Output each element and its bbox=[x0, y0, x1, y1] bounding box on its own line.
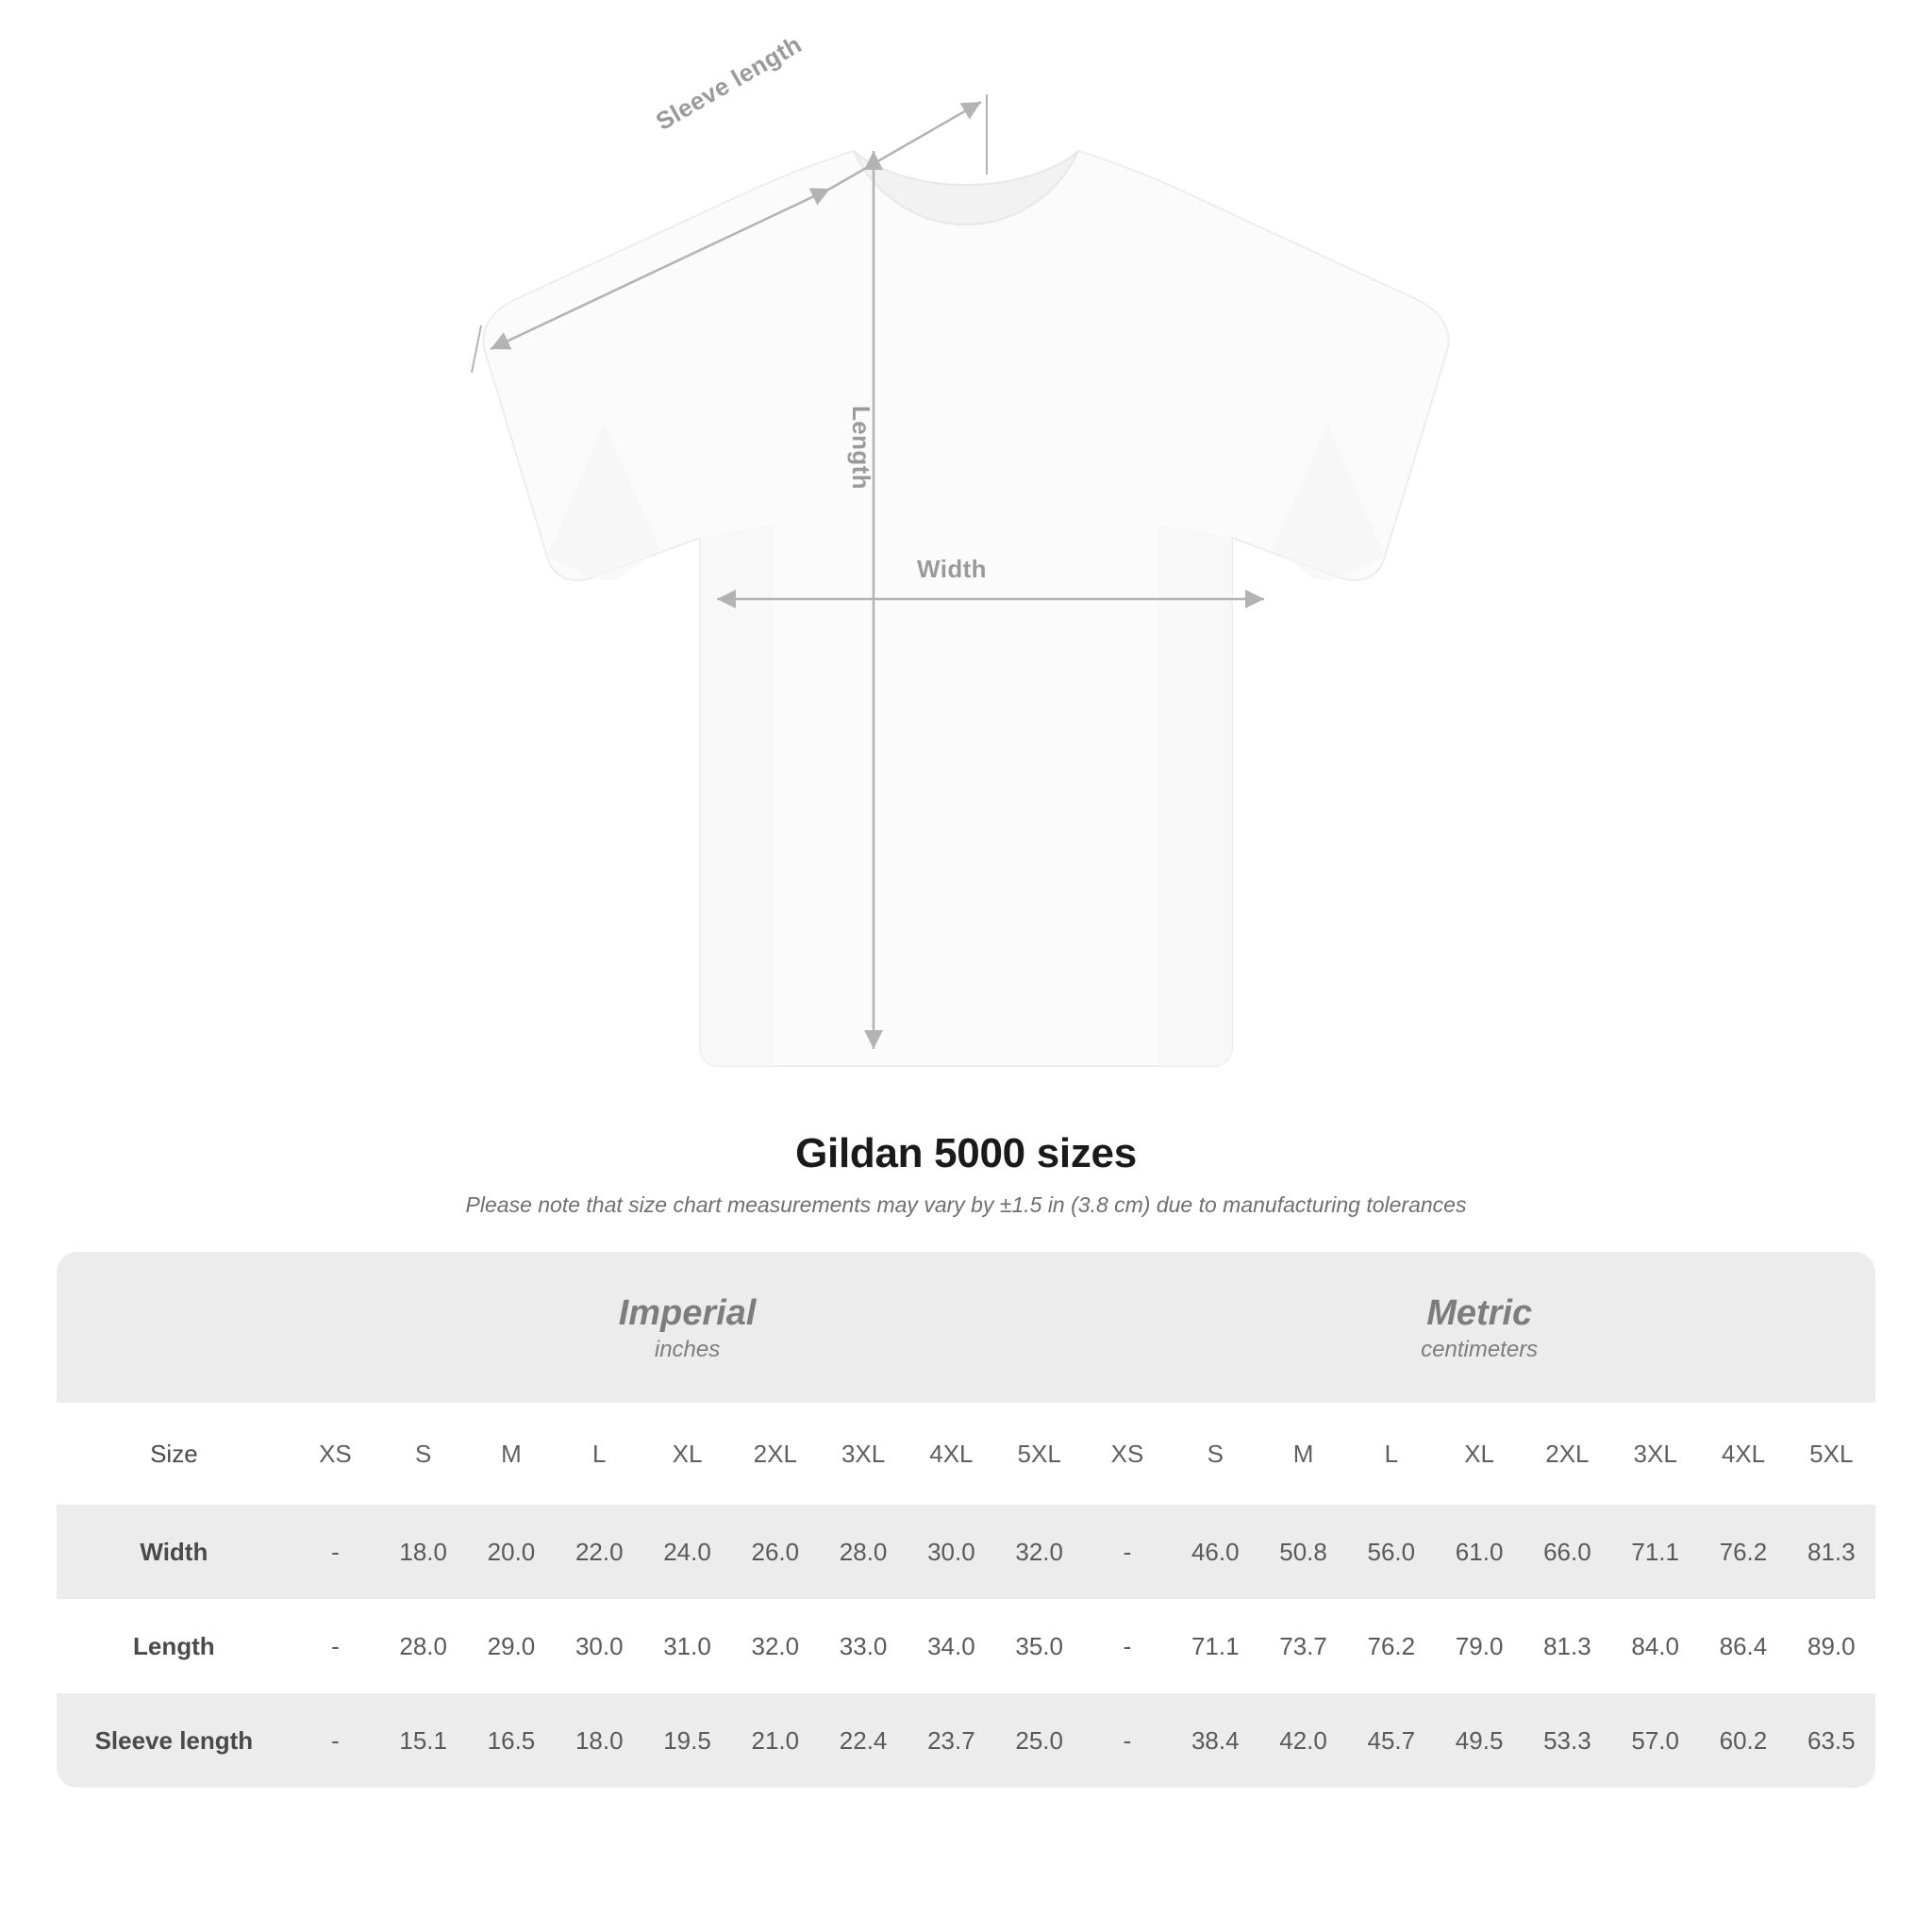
cell-sleeve-metric-0: - bbox=[1083, 1693, 1171, 1788]
size-header-metric-7: 4XL bbox=[1699, 1403, 1787, 1505]
cell-width-imperial-5: 26.0 bbox=[731, 1505, 819, 1599]
cell-width-metric-8: 81.3 bbox=[1788, 1505, 1875, 1599]
size-header-metric-2: M bbox=[1259, 1403, 1347, 1505]
cell-length-imperial-0: - bbox=[291, 1599, 379, 1693]
cell-length-metric-2: 73.7 bbox=[1259, 1599, 1347, 1693]
unit-sub-imperial: inches bbox=[654, 1336, 721, 1362]
size-header-imperial-1: S bbox=[379, 1403, 467, 1505]
cell-sleeve-imperial-6: 22.4 bbox=[819, 1693, 907, 1788]
size-header-imperial-0: XS bbox=[291, 1403, 379, 1505]
cell-width-imperial-1: 18.0 bbox=[379, 1505, 467, 1599]
size-header-metric-0: XS bbox=[1083, 1403, 1171, 1505]
size-header-metric-1: S bbox=[1172, 1403, 1259, 1505]
cell-width-imperial-0: - bbox=[291, 1505, 379, 1599]
size-header-imperial-8: 5XL bbox=[995, 1403, 1083, 1505]
cell-sleeve-imperial-1: 15.1 bbox=[379, 1693, 467, 1788]
cell-width-metric-0: - bbox=[1083, 1505, 1171, 1599]
size-header-metric-6: 3XL bbox=[1611, 1403, 1699, 1505]
unit-name-imperial: Imperial bbox=[618, 1293, 757, 1334]
cell-sleeve-metric-8: 63.5 bbox=[1788, 1693, 1875, 1788]
cell-sleeve-imperial-5: 21.0 bbox=[731, 1693, 819, 1788]
unit-header-metric bbox=[1083, 1252, 1875, 1403]
size-header-metric-8: 5XL bbox=[1788, 1403, 1875, 1505]
size-table bbox=[57, 1252, 1875, 1788]
cell-length-metric-8: 89.0 bbox=[1788, 1599, 1875, 1693]
cell-width-imperial-4: 24.0 bbox=[643, 1505, 731, 1599]
cell-length-imperial-5: 32.0 bbox=[731, 1599, 819, 1693]
table-row bbox=[57, 1505, 1875, 1599]
cell-width-metric-6: 71.1 bbox=[1611, 1505, 1699, 1599]
cell-width-metric-1: 46.0 bbox=[1172, 1505, 1259, 1599]
cell-sleeve-metric-1: 38.4 bbox=[1172, 1693, 1259, 1788]
cell-width-metric-3: 56.0 bbox=[1347, 1505, 1435, 1599]
size-header-imperial-7: 4XL bbox=[908, 1403, 995, 1505]
cell-length-imperial-2: 29.0 bbox=[467, 1599, 555, 1693]
cell-width-imperial-6: 28.0 bbox=[819, 1505, 907, 1599]
unit-header-row bbox=[57, 1252, 1875, 1403]
row-label-sleeve-length: Sleeve length bbox=[57, 1693, 291, 1788]
row-label-width: Width bbox=[57, 1505, 291, 1599]
size-header-imperial-6: 3XL bbox=[819, 1403, 907, 1505]
cell-width-metric-5: 66.0 bbox=[1524, 1505, 1611, 1599]
size-header-imperial-3: L bbox=[556, 1403, 643, 1505]
row-label-length: Length bbox=[57, 1599, 291, 1693]
cell-length-imperial-1: 28.0 bbox=[379, 1599, 467, 1693]
cell-sleeve-metric-2: 42.0 bbox=[1259, 1693, 1347, 1788]
cell-width-imperial-3: 22.0 bbox=[556, 1505, 643, 1599]
size-header-imperial-4: XL bbox=[643, 1403, 731, 1505]
cell-sleeve-imperial-7: 23.7 bbox=[908, 1693, 995, 1788]
size-header-imperial-2: M bbox=[467, 1403, 555, 1505]
cell-length-imperial-7: 34.0 bbox=[908, 1599, 995, 1693]
tolerance-note: Please note that size chart measurements may vary by ±1.5 in (3.8 cm) due to manufacturing tolerances bbox=[465, 1192, 1467, 1217]
length-label: Length bbox=[847, 406, 875, 491]
page-title: Gildan 5000 sizes bbox=[795, 1130, 1137, 1176]
cell-length-metric-0: - bbox=[1083, 1599, 1171, 1693]
table-row bbox=[57, 1693, 1875, 1788]
size-header-row bbox=[57, 1403, 1875, 1505]
size-header-metric-4: XL bbox=[1435, 1403, 1523, 1505]
size-header-label: Size bbox=[57, 1403, 291, 1505]
cell-sleeve-metric-7: 60.2 bbox=[1699, 1693, 1787, 1788]
cell-width-metric-7: 76.2 bbox=[1699, 1505, 1787, 1599]
cell-sleeve-metric-4: 49.5 bbox=[1435, 1693, 1523, 1788]
cell-sleeve-metric-3: 45.7 bbox=[1347, 1693, 1435, 1788]
size-table-wrapper bbox=[57, 1252, 1875, 1788]
cell-length-imperial-4: 31.0 bbox=[643, 1599, 731, 1693]
size-header-metric-5: 2XL bbox=[1524, 1403, 1611, 1505]
cell-length-metric-1: 71.1 bbox=[1172, 1599, 1259, 1693]
unit-header-blank bbox=[57, 1252, 291, 1403]
cell-sleeve-imperial-2: 16.5 bbox=[467, 1693, 555, 1788]
cell-sleeve-metric-5: 53.3 bbox=[1524, 1693, 1611, 1788]
cell-sleeve-imperial-0: - bbox=[291, 1693, 379, 1788]
table-row bbox=[57, 1599, 1875, 1693]
unit-sub-metric: centimeters bbox=[1421, 1336, 1539, 1362]
cell-sleeve-imperial-3: 18.0 bbox=[556, 1693, 643, 1788]
cell-width-imperial-8: 32.0 bbox=[995, 1505, 1083, 1599]
cell-length-metric-6: 84.0 bbox=[1611, 1599, 1699, 1693]
cell-sleeve-imperial-8: 25.0 bbox=[995, 1693, 1083, 1788]
title-block bbox=[0, 1130, 1932, 1218]
size-header-metric-3: L bbox=[1347, 1403, 1435, 1505]
cell-length-imperial-6: 33.0 bbox=[819, 1599, 907, 1693]
cell-length-metric-7: 86.4 bbox=[1699, 1599, 1787, 1693]
cell-sleeve-metric-6: 57.0 bbox=[1611, 1693, 1699, 1788]
cell-length-metric-5: 81.3 bbox=[1524, 1599, 1611, 1693]
cell-length-imperial-8: 35.0 bbox=[995, 1599, 1083, 1693]
width-label: Width bbox=[917, 555, 987, 583]
cell-width-metric-2: 50.8 bbox=[1259, 1505, 1347, 1599]
tshirt-shape bbox=[483, 151, 1448, 1066]
cell-length-imperial-3: 30.0 bbox=[556, 1599, 643, 1693]
size-header-imperial-5: 2XL bbox=[731, 1403, 819, 1505]
cell-width-imperial-7: 30.0 bbox=[908, 1505, 995, 1599]
unit-name-metric: Metric bbox=[1426, 1293, 1533, 1334]
cell-length-metric-4: 79.0 bbox=[1435, 1599, 1523, 1693]
unit-header-imperial bbox=[291, 1252, 1084, 1403]
cell-sleeve-imperial-4: 19.5 bbox=[643, 1693, 731, 1788]
cell-width-metric-4: 61.0 bbox=[1435, 1505, 1523, 1599]
sleeve-length-label: Sleeve length bbox=[651, 29, 807, 136]
cell-width-imperial-2: 20.0 bbox=[467, 1505, 555, 1599]
cell-length-metric-3: 76.2 bbox=[1347, 1599, 1435, 1693]
